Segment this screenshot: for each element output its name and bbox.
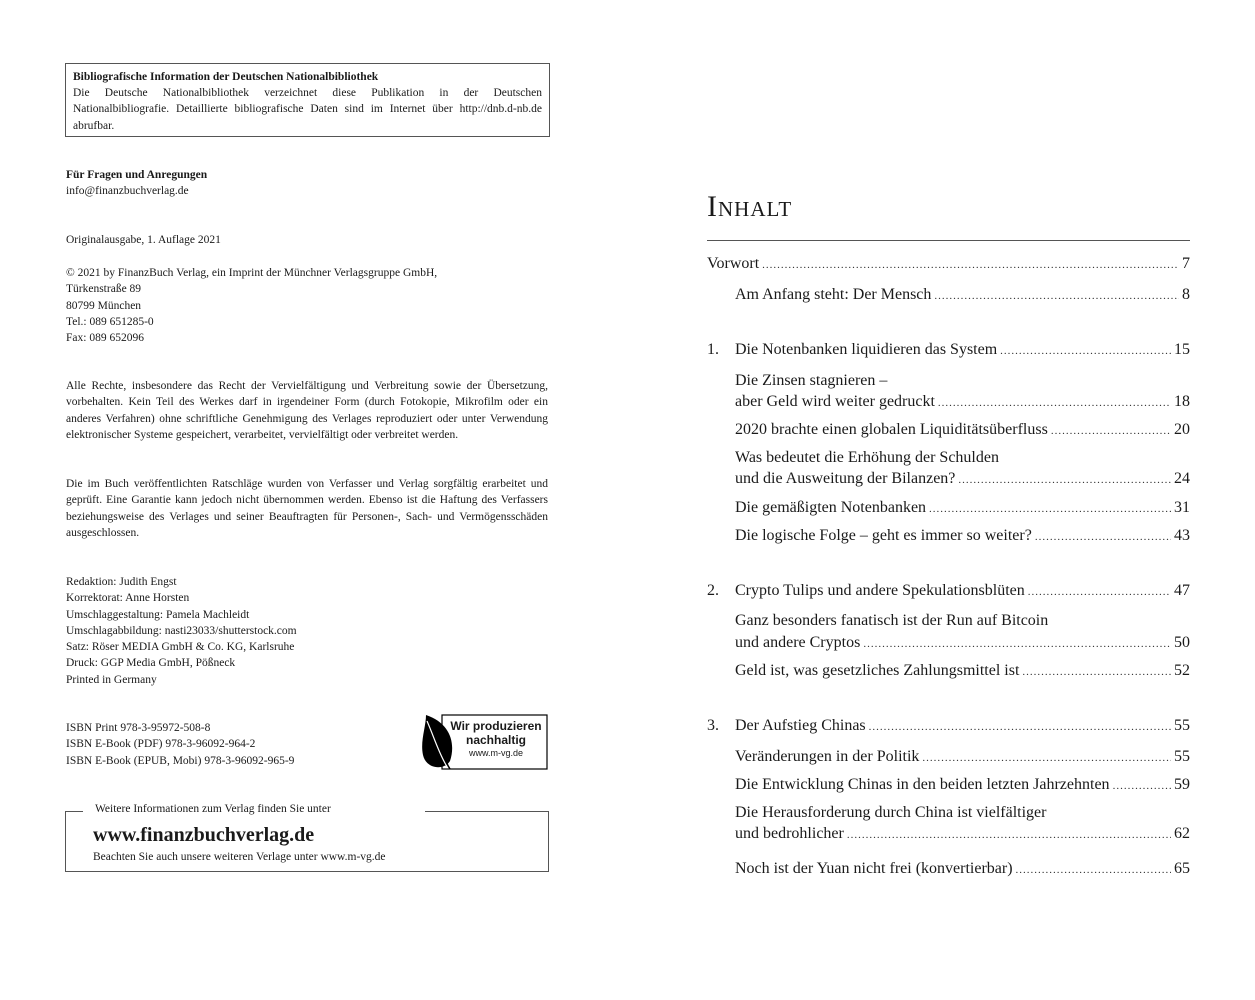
toc-entry[interactable] xyxy=(735,468,1190,491)
toc-entry-page: 24 xyxy=(1174,470,1190,487)
chapter-number: 2. xyxy=(707,582,719,599)
toc-entry-text: Noch ist der Yuan nicht frei (konvertierbar) xyxy=(735,860,1013,877)
toc-entry[interactable] xyxy=(735,858,1190,881)
sustainability-badge xyxy=(420,713,548,770)
toc-entry[interactable] xyxy=(735,715,1190,738)
credit-line: Umschlaggestaltung: Pamela Machleidt xyxy=(66,608,250,621)
website-url[interactable]: www.finanzbuchverlag.de xyxy=(93,824,315,846)
toc-entry[interactable] xyxy=(735,284,1190,307)
chapter-number: 3. xyxy=(707,717,719,734)
toc-entry-text: Der Aufstieg Chinas xyxy=(735,717,866,734)
publisher-address xyxy=(66,265,550,346)
isbn-line: ISBN E-Book (PDF) 978-3-96092-964-2 xyxy=(66,738,256,751)
toc-entry-text: und andere Cryptos xyxy=(735,634,861,651)
toc-entry[interactable] xyxy=(735,580,1190,603)
toc-entry-text: Geld ist, was gesetzliches Zahlungsmittel ist xyxy=(735,662,1020,679)
toc-entry-text-line1: Was bedeutet die Erhöhung der Schulden xyxy=(735,449,999,466)
toc-entry[interactable] xyxy=(735,497,1190,520)
credit-line: Printed in Germany xyxy=(66,673,157,686)
credit-line: Druck: GGP Media GmbH, Pößneck xyxy=(66,657,236,670)
toc-entry-page: 31 xyxy=(1174,499,1190,516)
rights-notice: Alle Rechte, insbesondere das Recht der Vervielfältigung und Verbreitung sowie der Übersetzung, vorbehalten. Kein Teil des Werkes darf in irgendeiner Form (durch Fotokopie, Mikrofilm oder ein anderes Verfahren) ohne schriftliche Genehmigung des Verlages reproduziert oder unter Verwendung elektronischer Systeme gespeichert, verarbeitet, vervielfältigt oder verbreitet werden. xyxy=(66,380,548,441)
toc-entry-page: 65 xyxy=(1174,860,1190,877)
bibliographic-info-box xyxy=(65,63,550,137)
toc-entry-page: 20 xyxy=(1174,421,1190,438)
other-publishers-note: Beachten Sie auch unsere weiteren Verlage unter www.m-vg.de xyxy=(93,851,386,863)
edition-text: Originalausgabe, 1. Auflage 2021 xyxy=(66,234,221,246)
publisher-line: 80799 München xyxy=(66,299,142,312)
credits-list xyxy=(66,574,550,688)
toc-entry[interactable] xyxy=(735,774,1190,797)
toc-entry-page: 55 xyxy=(1174,748,1190,765)
credit-line: Redaktion: Judith Engst xyxy=(66,576,177,588)
questions-block xyxy=(66,167,550,200)
website-caption: Weitere Informationen zum Verlag finden Sie unter xyxy=(95,803,331,815)
toc-entry-page: 7 xyxy=(1182,255,1190,272)
toc-entry-text-line1: Die Zinsen stagnieren – xyxy=(735,372,888,389)
toc-entry-page: 62 xyxy=(1174,825,1190,842)
toc-entry[interactable] xyxy=(735,419,1190,442)
toc-entry-page: 55 xyxy=(1174,717,1190,734)
disclaimer-notice: Die im Buch veröffentlichten Ratschläge wurden von Verfasser und Verlag sorgfältig erarbeitet und geprüft. Eine Garantie kann jedoch nicht übernommen werden. Ebenso ist die Haftung des Verfassers beziehungsweise des Verlages und seiner Beauftragten für Personen-, Sach- und Vermögensschäden ausgeschlossen. xyxy=(66,478,548,539)
toc-entry-text: Crypto Tulips und andere Spekulationsblüten xyxy=(735,582,1025,599)
biblio-text: Die Deutsche Nationalbibliothek verzeichnet diese Publikation in der Deutschen Nationalbibliografie. Detaillierte bibliografische Daten sind im Internet über http://dnb.d-nb.de abrufbar. xyxy=(73,87,542,132)
toc-entry[interactable] xyxy=(735,525,1190,548)
toc-entry-text: Die Entwicklung Chinas in den beiden letzten Jahrzehnten xyxy=(735,776,1110,793)
isbn-line: ISBN E-Book (EPUB, Mobi) 978-3-96092-965-9 xyxy=(66,754,295,767)
toc-entry[interactable] xyxy=(735,660,1190,683)
toc-entry-text: Die gemäßigten Notenbanken xyxy=(735,499,927,516)
toc-entry[interactable] xyxy=(735,391,1190,414)
toc-entry-text: und bedrohlicher xyxy=(735,825,844,842)
toc-entry-page: 50 xyxy=(1174,634,1190,651)
toc-entry-text: Vorwort xyxy=(707,255,760,272)
toc-entry[interactable] xyxy=(735,823,1190,846)
publisher-line: Tel.: 089 651285-0 xyxy=(66,315,154,328)
toc-entry[interactable] xyxy=(735,632,1190,655)
publisher-website-box xyxy=(65,803,549,872)
contact-email[interactable]: info@finanzbuchverlag.de xyxy=(66,185,189,198)
credit-line: Korrektorat: Anne Horsten xyxy=(66,592,190,605)
badge-line2: nachhaltig xyxy=(465,733,526,747)
toc-entry-text: Am Anfang steht: Der Mensch xyxy=(735,286,932,303)
questions-heading: Für Fragen und Anregungen xyxy=(66,169,208,181)
credit-line: Satz: Röser MEDIA GmbH & Co. KG, Karlsruhe xyxy=(66,641,295,654)
toc-entry-text-line1: Die Herausforderung durch China ist vielfältiger xyxy=(735,804,1047,821)
toc-title xyxy=(707,190,792,224)
badge-url: www.m-vg.de xyxy=(468,748,523,758)
toc-entry-text: Die Notenbanken liquidieren das System xyxy=(735,341,998,358)
isbn-line: ISBN Print 978-3-95972-508-8 xyxy=(66,722,211,734)
toc-title-text: Inhalt xyxy=(707,190,793,223)
toc-entry-text: aber Geld wird weiter gedruckt xyxy=(735,393,935,410)
toc-entry-page: 15 xyxy=(1174,341,1190,358)
toc-entry-page: 18 xyxy=(1174,393,1190,410)
toc-entry-text: Veränderungen in der Politik xyxy=(735,748,920,765)
publisher-line: Fax: 089 652096 xyxy=(66,332,144,345)
toc-entry-page: 47 xyxy=(1174,582,1190,599)
toc-entry-text: Die logische Folge – geht es immer so weiter? xyxy=(735,527,1032,544)
publisher-line: Türkenstraße 89 xyxy=(66,283,142,296)
toc-divider xyxy=(707,240,1190,241)
toc-entry[interactable] xyxy=(735,339,1190,362)
toc-entry-page: 8 xyxy=(1182,286,1190,303)
toc-entry-page: 59 xyxy=(1174,776,1190,793)
credit-line: Umschlagabbildung: nasti23033/shutterstock.com xyxy=(66,624,297,637)
toc-entry-text: 2020 brachte einen globalen Liquiditätsüberfluss xyxy=(735,421,1048,438)
biblio-title: Bibliografische Information der Deutschen Nationalbibliothek xyxy=(73,71,379,83)
toc-entry-text-line1: Ganz besonders fanatisch ist der Run auf Bitcoin xyxy=(735,612,1049,629)
toc-entry[interactable] xyxy=(735,746,1190,769)
toc-entry-page: 43 xyxy=(1174,527,1190,544)
chapter-number: 1. xyxy=(707,341,719,358)
publisher-line: © 2021 by FinanzBuch Verlag, ein Imprint der Münchner Verlagsgruppe GmbH, xyxy=(66,267,438,279)
toc-entry-page: 52 xyxy=(1174,662,1190,679)
toc-entry-text: und die Ausweitung der Bilanzen? xyxy=(735,470,956,487)
badge-line1: Wir produzieren xyxy=(450,719,542,733)
toc-entry[interactable] xyxy=(707,253,1190,276)
